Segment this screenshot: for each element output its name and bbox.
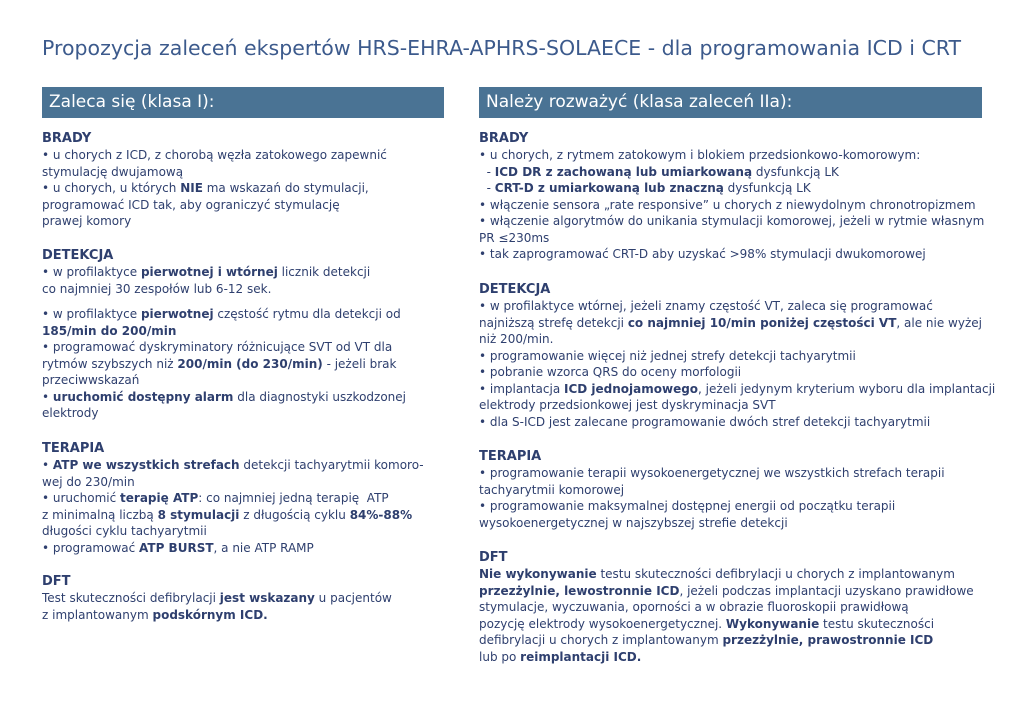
bold-text: przezżylnie, prawostronnie ICD [722, 633, 934, 647]
text-line [42, 607, 392, 624]
text: • włączenie sensora „rate responsive” u chorych z niewydolnym chronotropizmem [479, 197, 976, 212]
text: detekcji tachyarytmii komoro- [239, 458, 424, 472]
text: testu skuteczności defibrylacji u chorych z implantowanym [596, 567, 955, 581]
text-line [42, 540, 424, 557]
bold-text: 8 stymulacji [157, 507, 240, 522]
text: lub po [479, 649, 521, 664]
right-section-dft [479, 549, 974, 665]
text-line [42, 523, 424, 540]
text-line [42, 147, 387, 164]
section-title: BRADY [42, 131, 92, 146]
section-title: DETEKCJA [42, 248, 114, 263]
text-line [479, 331, 995, 348]
text-line [42, 323, 406, 340]
text-line [479, 482, 945, 499]
text: : co najmniej jedną terapię ATP [198, 491, 389, 505]
text: • programowanie maksymalnej dostępnej energii od początku terapii [479, 499, 896, 513]
text: • w profilaktyce [42, 265, 141, 279]
text: prawej komory [42, 214, 132, 228]
left-column-header: Zaleca się (klasa I): [42, 87, 444, 118]
bold-text: przezżylnie, lewostronnie ICD [479, 583, 680, 598]
text-line [42, 306, 406, 323]
text-line [479, 414, 995, 431]
text: rytmów szybszych niż [42, 356, 178, 371]
bold-text: pierwotnej [140, 307, 214, 321]
text: • uruchomić [42, 491, 121, 505]
text: z długością cyklu [239, 507, 350, 522]
text: • u chorych, u których [42, 181, 181, 195]
bold-text: NIE [180, 181, 203, 195]
bold-text: terapię ATP [120, 491, 199, 505]
bold-text: jest wskazany [219, 591, 315, 605]
text-line [479, 566, 974, 583]
text: z implantowanym [42, 607, 153, 622]
text: Test skuteczności defibrylacji [42, 591, 220, 605]
bold-text: reimplantacji ICD. [520, 649, 642, 664]
text: stymulację dwujamową [42, 164, 184, 179]
text-line [479, 180, 984, 197]
text-line [479, 649, 974, 666]
left-column [42, 87, 444, 622]
text: PR ≤230ms [479, 230, 550, 245]
text: , a nie ATP RAMP [213, 540, 314, 555]
section-title: TERAPIA [479, 449, 542, 464]
text: • programowanie terapii wysokoenergetycznej we wszystkich strefach terapii [479, 466, 945, 480]
text: wej do 230/min [42, 474, 135, 489]
text: - jeżeli brak [322, 356, 397, 371]
text-line [42, 339, 406, 356]
right-column-header: Należy rozważyć (klasa zaleceń IIa): [479, 87, 982, 118]
text: • pobranie wzorca QRS do oceny morfologii [479, 365, 742, 379]
text: • [42, 458, 53, 472]
text-line [42, 457, 424, 474]
text-line [479, 364, 995, 381]
text: • programowanie więcej niż jednej strefy detekcji tachyarytmii [479, 348, 856, 363]
bold-text: podskórnym ICD. [152, 607, 268, 622]
bold-text: 185/min do 200/min [42, 323, 177, 338]
left-section-brady [42, 130, 387, 230]
text: wysokoenergetycznej w najszybszej strefie detekcji [479, 515, 788, 530]
text-line [479, 213, 984, 230]
text: , jeżeli podczas implantacji uzyskano prawidłowe [679, 583, 974, 598]
section-title: DFT [479, 550, 508, 565]
text-line [42, 507, 424, 524]
text: • u chorych, z rytmem zatokowym i blokiem przedsionkowo-komorowym: [479, 148, 921, 162]
text: • dla S-ICD jest zalecane programowanie dwóch stref detekcji tachyarytmii [479, 414, 931, 429]
text-line [42, 372, 406, 389]
text-line [479, 465, 945, 482]
bold-text: pierwotnej i wtórnej [140, 265, 278, 279]
text-line [42, 389, 406, 406]
right-section-terapia [479, 448, 945, 531]
text-line [42, 356, 406, 373]
text: dysfunkcją LK [723, 181, 811, 195]
text-line [479, 246, 984, 263]
right-section-detekcja [479, 281, 995, 430]
text: elektrody [42, 406, 99, 420]
section-title: TERAPIA [42, 441, 105, 456]
bold-text: 200/min (do 230/min) [177, 356, 323, 371]
text-line [479, 616, 974, 633]
text-line [42, 474, 424, 491]
text-line [479, 397, 995, 414]
bold-text: uruchomić dostępny alarm [52, 389, 234, 404]
text-line [479, 599, 974, 616]
text-line [479, 632, 974, 649]
text-line [42, 164, 387, 181]
section-title: DFT [42, 574, 71, 589]
text: u pacjentów [314, 591, 392, 605]
text-line [479, 498, 945, 515]
page-title: Propozycja zaleceń ekspertów HRS-EHRA-APHRS-SOLAECE - dla programowania ICD i CRT [42, 36, 962, 60]
right-section-brady [479, 130, 984, 263]
left-section-detekcja [42, 247, 406, 422]
bold-text: ATP we wszystkich strefach [52, 458, 240, 472]
text-line [42, 213, 387, 230]
text: ma wskazań do stymulacji, [202, 181, 369, 195]
bold-text: Nie wykonywanie [479, 567, 597, 581]
text: niż 200/min. [479, 332, 554, 346]
text: stymulacje, wyczuwania, oporności a w obrazie fluoroskopii prawidłową [479, 600, 909, 614]
text: elektrody przedsionkowej jest dyskryminacja SVT [479, 398, 776, 412]
text: , jeżeli jedynym kryterium wyboru dla implantacji [698, 381, 996, 396]
text: • w profilaktyce [42, 307, 141, 321]
left-section-terapia [42, 440, 424, 556]
text: licznik detekcji [277, 265, 371, 279]
bold-text: CRT-D z umiarkowaną lub znaczną [494, 181, 724, 195]
text: częstość rytmu dla detekcji od [213, 307, 401, 321]
text-line [479, 164, 984, 181]
text: • programować [42, 540, 140, 555]
text-line [479, 315, 995, 332]
section-title: BRADY [479, 131, 529, 146]
text-line [42, 180, 387, 197]
bold-text: ATP BURST [139, 540, 214, 555]
text-line [479, 583, 974, 600]
bold-text: co najmniej 10/min poniżej częstości VT [627, 315, 897, 330]
text: tachyarytmii komorowej [479, 482, 625, 497]
text: defibrylacji u chorych z implantowanym [479, 633, 723, 647]
text-line [42, 405, 406, 422]
text: • programować dyskryminatory różnicujące SVT od VT dla [42, 340, 393, 354]
text-line [479, 348, 995, 365]
text: dysfunkcją LK [752, 164, 839, 179]
text: • implantacja [479, 381, 564, 396]
text: , ale nie wyżej [896, 315, 982, 330]
text-line [42, 264, 406, 281]
text: testu skuteczności [819, 616, 935, 631]
text-line [479, 381, 995, 398]
section-title: DETEKCJA [479, 282, 551, 297]
text-line [42, 197, 387, 214]
bold-text: ICD jednojamowego [563, 381, 699, 396]
text: • u chorych z ICD, z chorobą węzła zatokowego zapewnić [42, 148, 387, 162]
text-line [479, 197, 984, 214]
text: - [479, 164, 495, 179]
text: długości cyklu tachyarytmii [42, 524, 207, 538]
text-line [42, 590, 392, 607]
text: • tak zaprogramować CRT-D aby uzyskać >98% stymulacji dwukomorowej [479, 247, 926, 261]
text-line [479, 147, 984, 164]
bold-text: ICD DR z zachowaną lub umiarkowaną [494, 164, 753, 179]
text-line [42, 281, 406, 298]
text: - [479, 181, 495, 195]
left-section-dft [42, 573, 392, 623]
text: pozycję elektrody wysokoenergetycznej. [479, 616, 726, 631]
text: z minimalną liczbą [42, 507, 158, 522]
right-column [479, 87, 996, 664]
bold-text: Wykonywanie [725, 616, 820, 631]
text: • [42, 389, 53, 404]
text-line [42, 490, 424, 507]
text: najniższą strefę detekcji [479, 315, 628, 330]
text: dla diagnostyki uszkodzonej [233, 389, 406, 404]
text-line [479, 298, 995, 315]
bold-text: 84%-88% [349, 507, 413, 522]
text: co najmniej 30 zespołów lub 6-12 sek. [42, 281, 272, 296]
text-line [479, 515, 945, 532]
text: • w profilaktyce wtórnej, jeżeli znamy częstość VT, zaleca się programować [479, 299, 933, 313]
text: • włączenie algorytmów do unikania stymulacji komorowej, jeżeli w rytmie własnym [479, 214, 985, 228]
text-line [479, 230, 984, 247]
text: programować ICD tak, aby ograniczyć stymulację [42, 197, 340, 212]
text: przeciwwskazań [42, 373, 140, 387]
